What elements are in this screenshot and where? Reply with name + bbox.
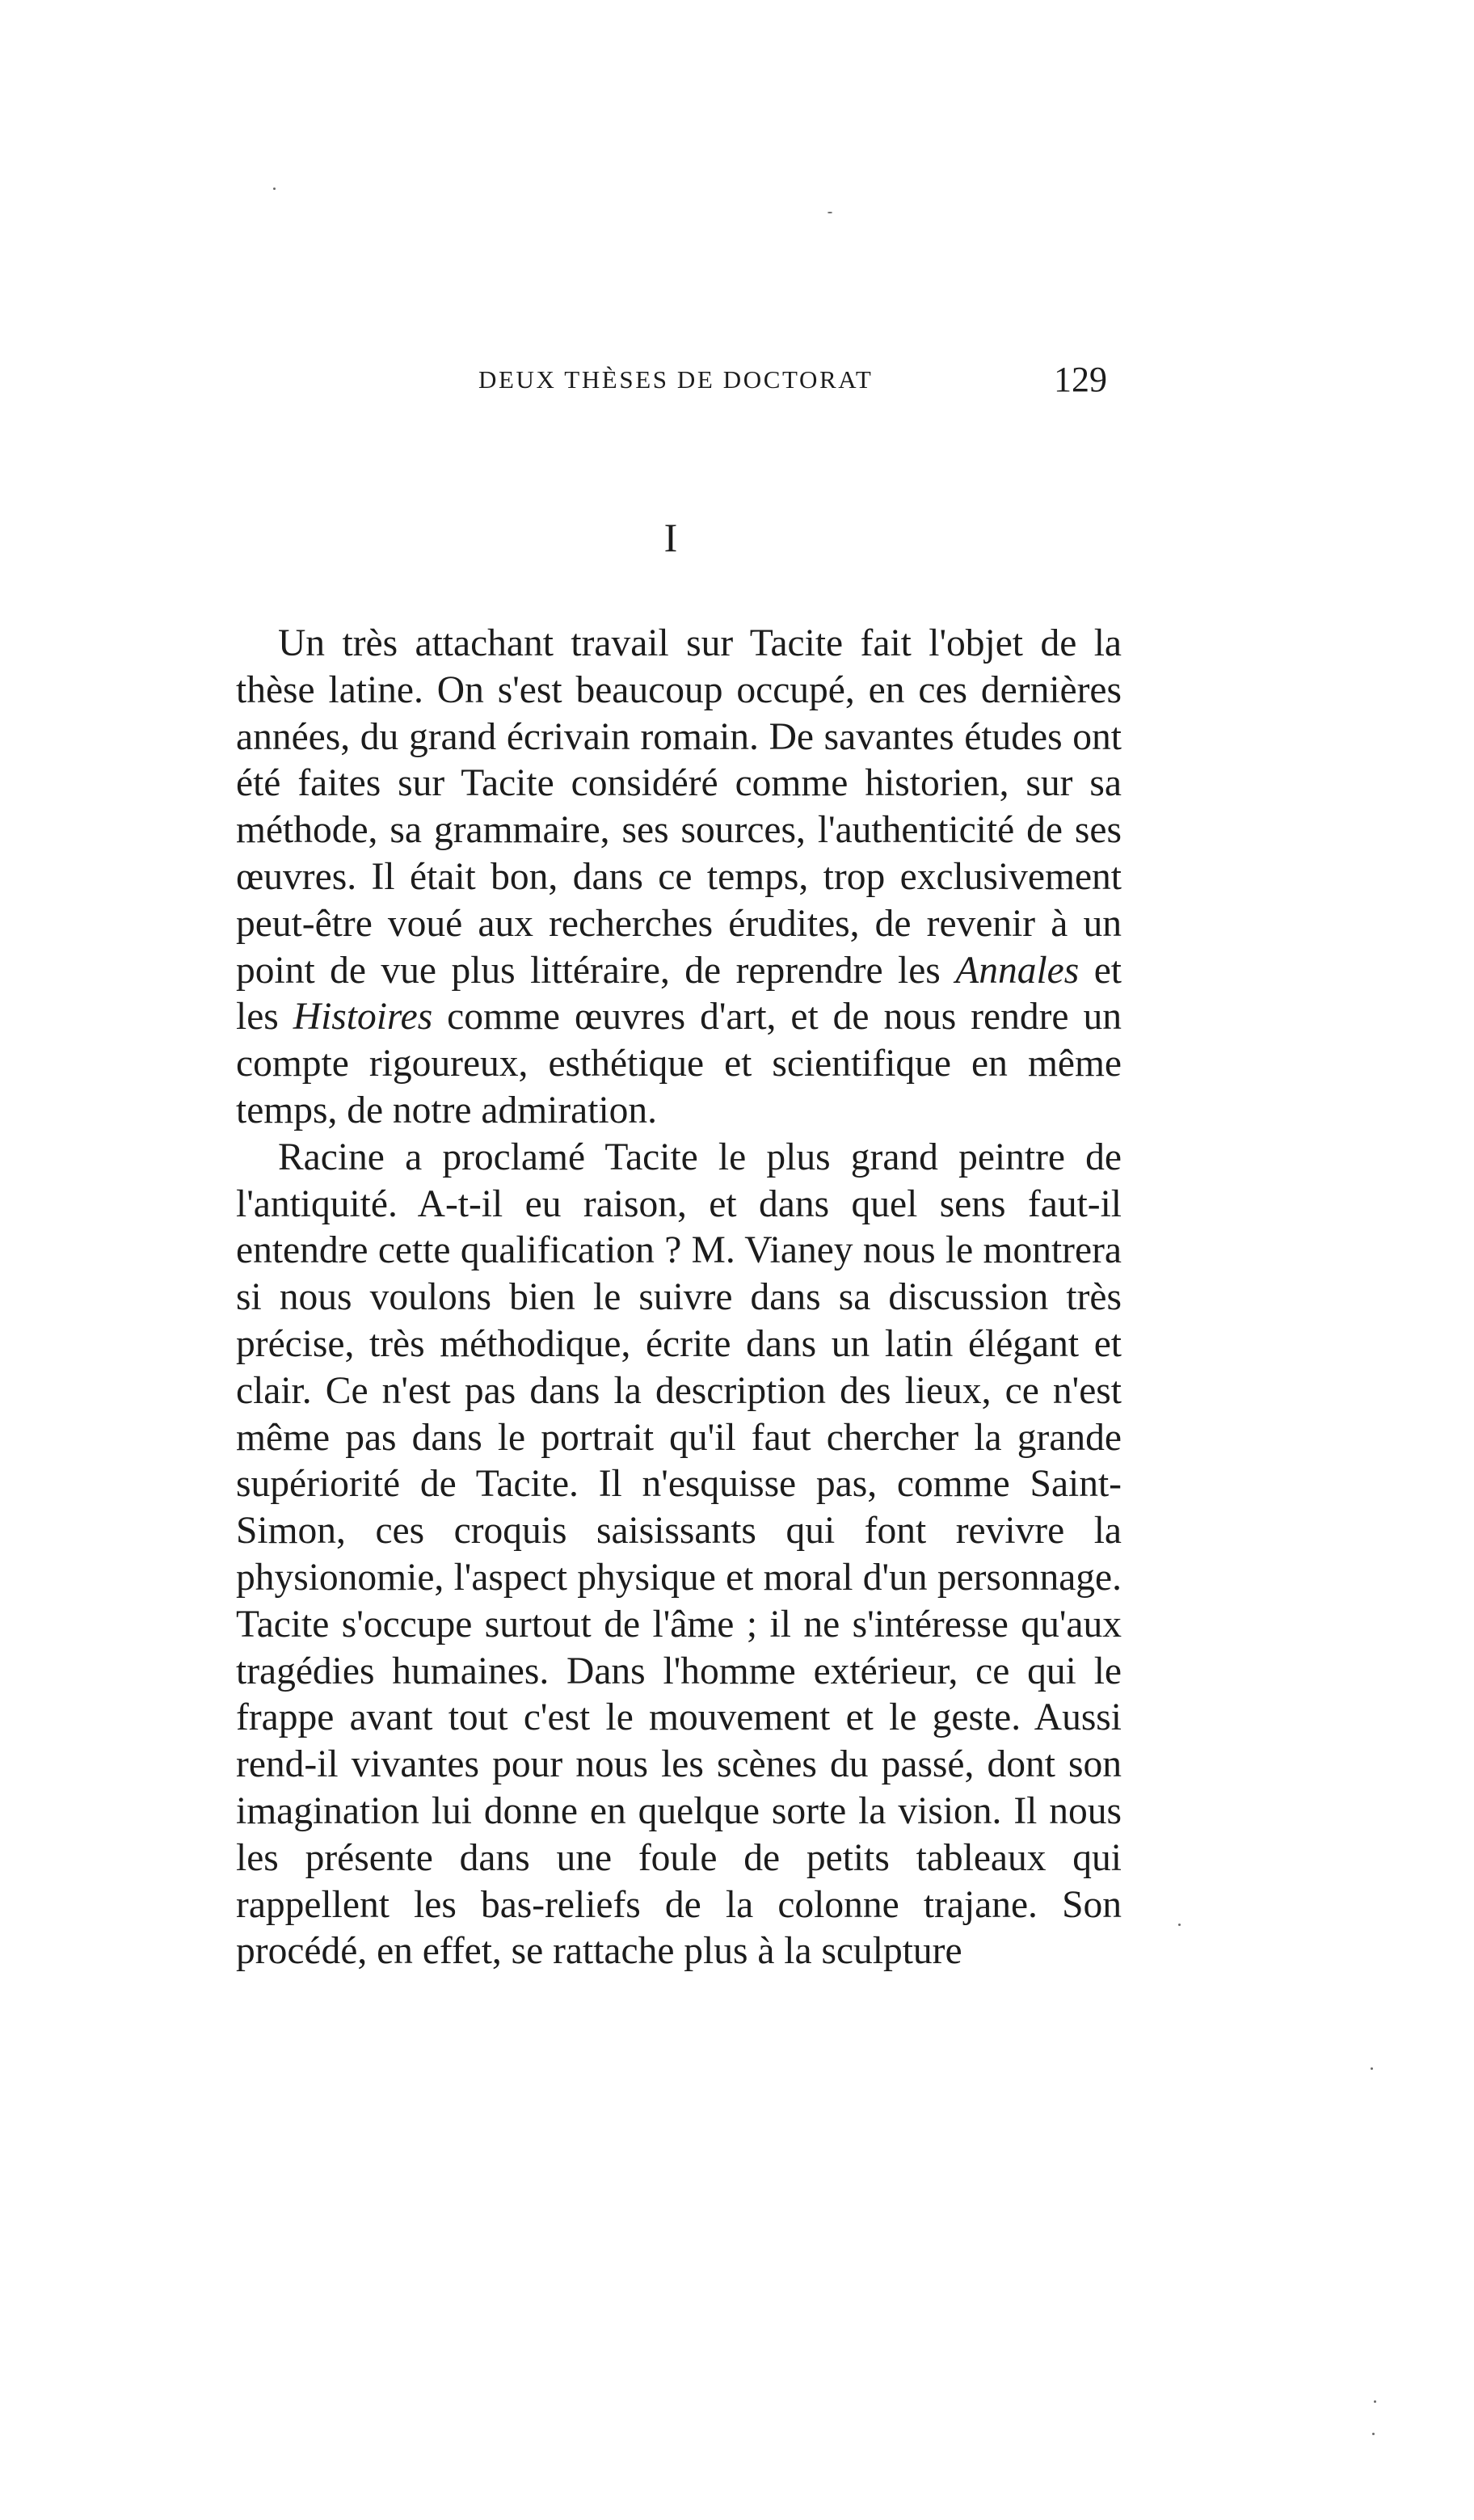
paper-speck xyxy=(828,212,832,213)
paper-speck xyxy=(1371,2067,1373,2070)
paragraph-1 xyxy=(236,621,1122,1135)
italic-title-histoires: Histoires xyxy=(293,996,433,1039)
running-title: DEUX THÈSES DE DOCTORAT xyxy=(478,365,874,394)
body-text xyxy=(236,621,1122,1975)
paper-speck xyxy=(1374,2400,1376,2403)
page-number: 129 xyxy=(1054,360,1107,399)
paper-speck xyxy=(1178,1924,1181,1926)
paragraph-1-text-end: comme œuvres d'art, et de nous rendre un compte rigoureux, esthétique et scientifique en même temps, de notre admiration. xyxy=(236,996,1122,1131)
italic-title-annales: Annales xyxy=(955,949,1080,992)
paragraph-1-text-middle: et les xyxy=(236,949,1122,1039)
paragraph-2: Racine a proclamé Tacite le plus grand peintre de l'antiquité. A-t-il eu raison, et dans quel sens faut-il entendre cette qualification ? M. Vianey nous le montrera si nous voulons bien le suivre dans sa discussion très précise, très méthodique, écrite dans un latin élégant et clair. Ce n'est pas dans la description des lieux, ce n'est même pas dans le portrait qu'il faut chercher la grande supériorité de Tacite. Il n'esquisse pas, comme Saint-Simon, ces croquis saisissants qui font revivre la physionomie, l'aspect physique et moral d'un personnage. Tacite s'occupe surtout de l'âme ; il ne s'intéresse qu'aux tragédies humaines. Dans l'homme extérieur, ce qui le frappe avant tout c'est le mouvement et le geste. Aussi rend-il vivantes pour nous les scènes du passé, dont son imagination lui donne en quelque sorte la vision. Il nous les présente dans une foule de petits tableaux qui rappellent les bas-reliefs de la colonne trajane. Son procédé, en effet, se rattache plus à la sculpture xyxy=(236,1136,1122,1973)
paragraph-1-text-start: Un très attachant travail sur Tacite fait l'objet de la thèse latine. On s'est beaucoup occupé, en ces dernières années, du grand écrivain romain. De savantes études ont été faites sur Tacite considéré comme historien, sur sa méthode, sa grammaire, ses sources, l'authenticité de ses œuvres. Il était bon, dans ce temps, trop exclusivement peut-être voué aux recherches érudites, de revenir à un point de vue plus littéraire, de reprendre les xyxy=(236,622,1122,992)
paper-speck xyxy=(273,188,276,190)
section-number: I xyxy=(663,515,678,560)
paper-speck xyxy=(1372,2433,1375,2435)
